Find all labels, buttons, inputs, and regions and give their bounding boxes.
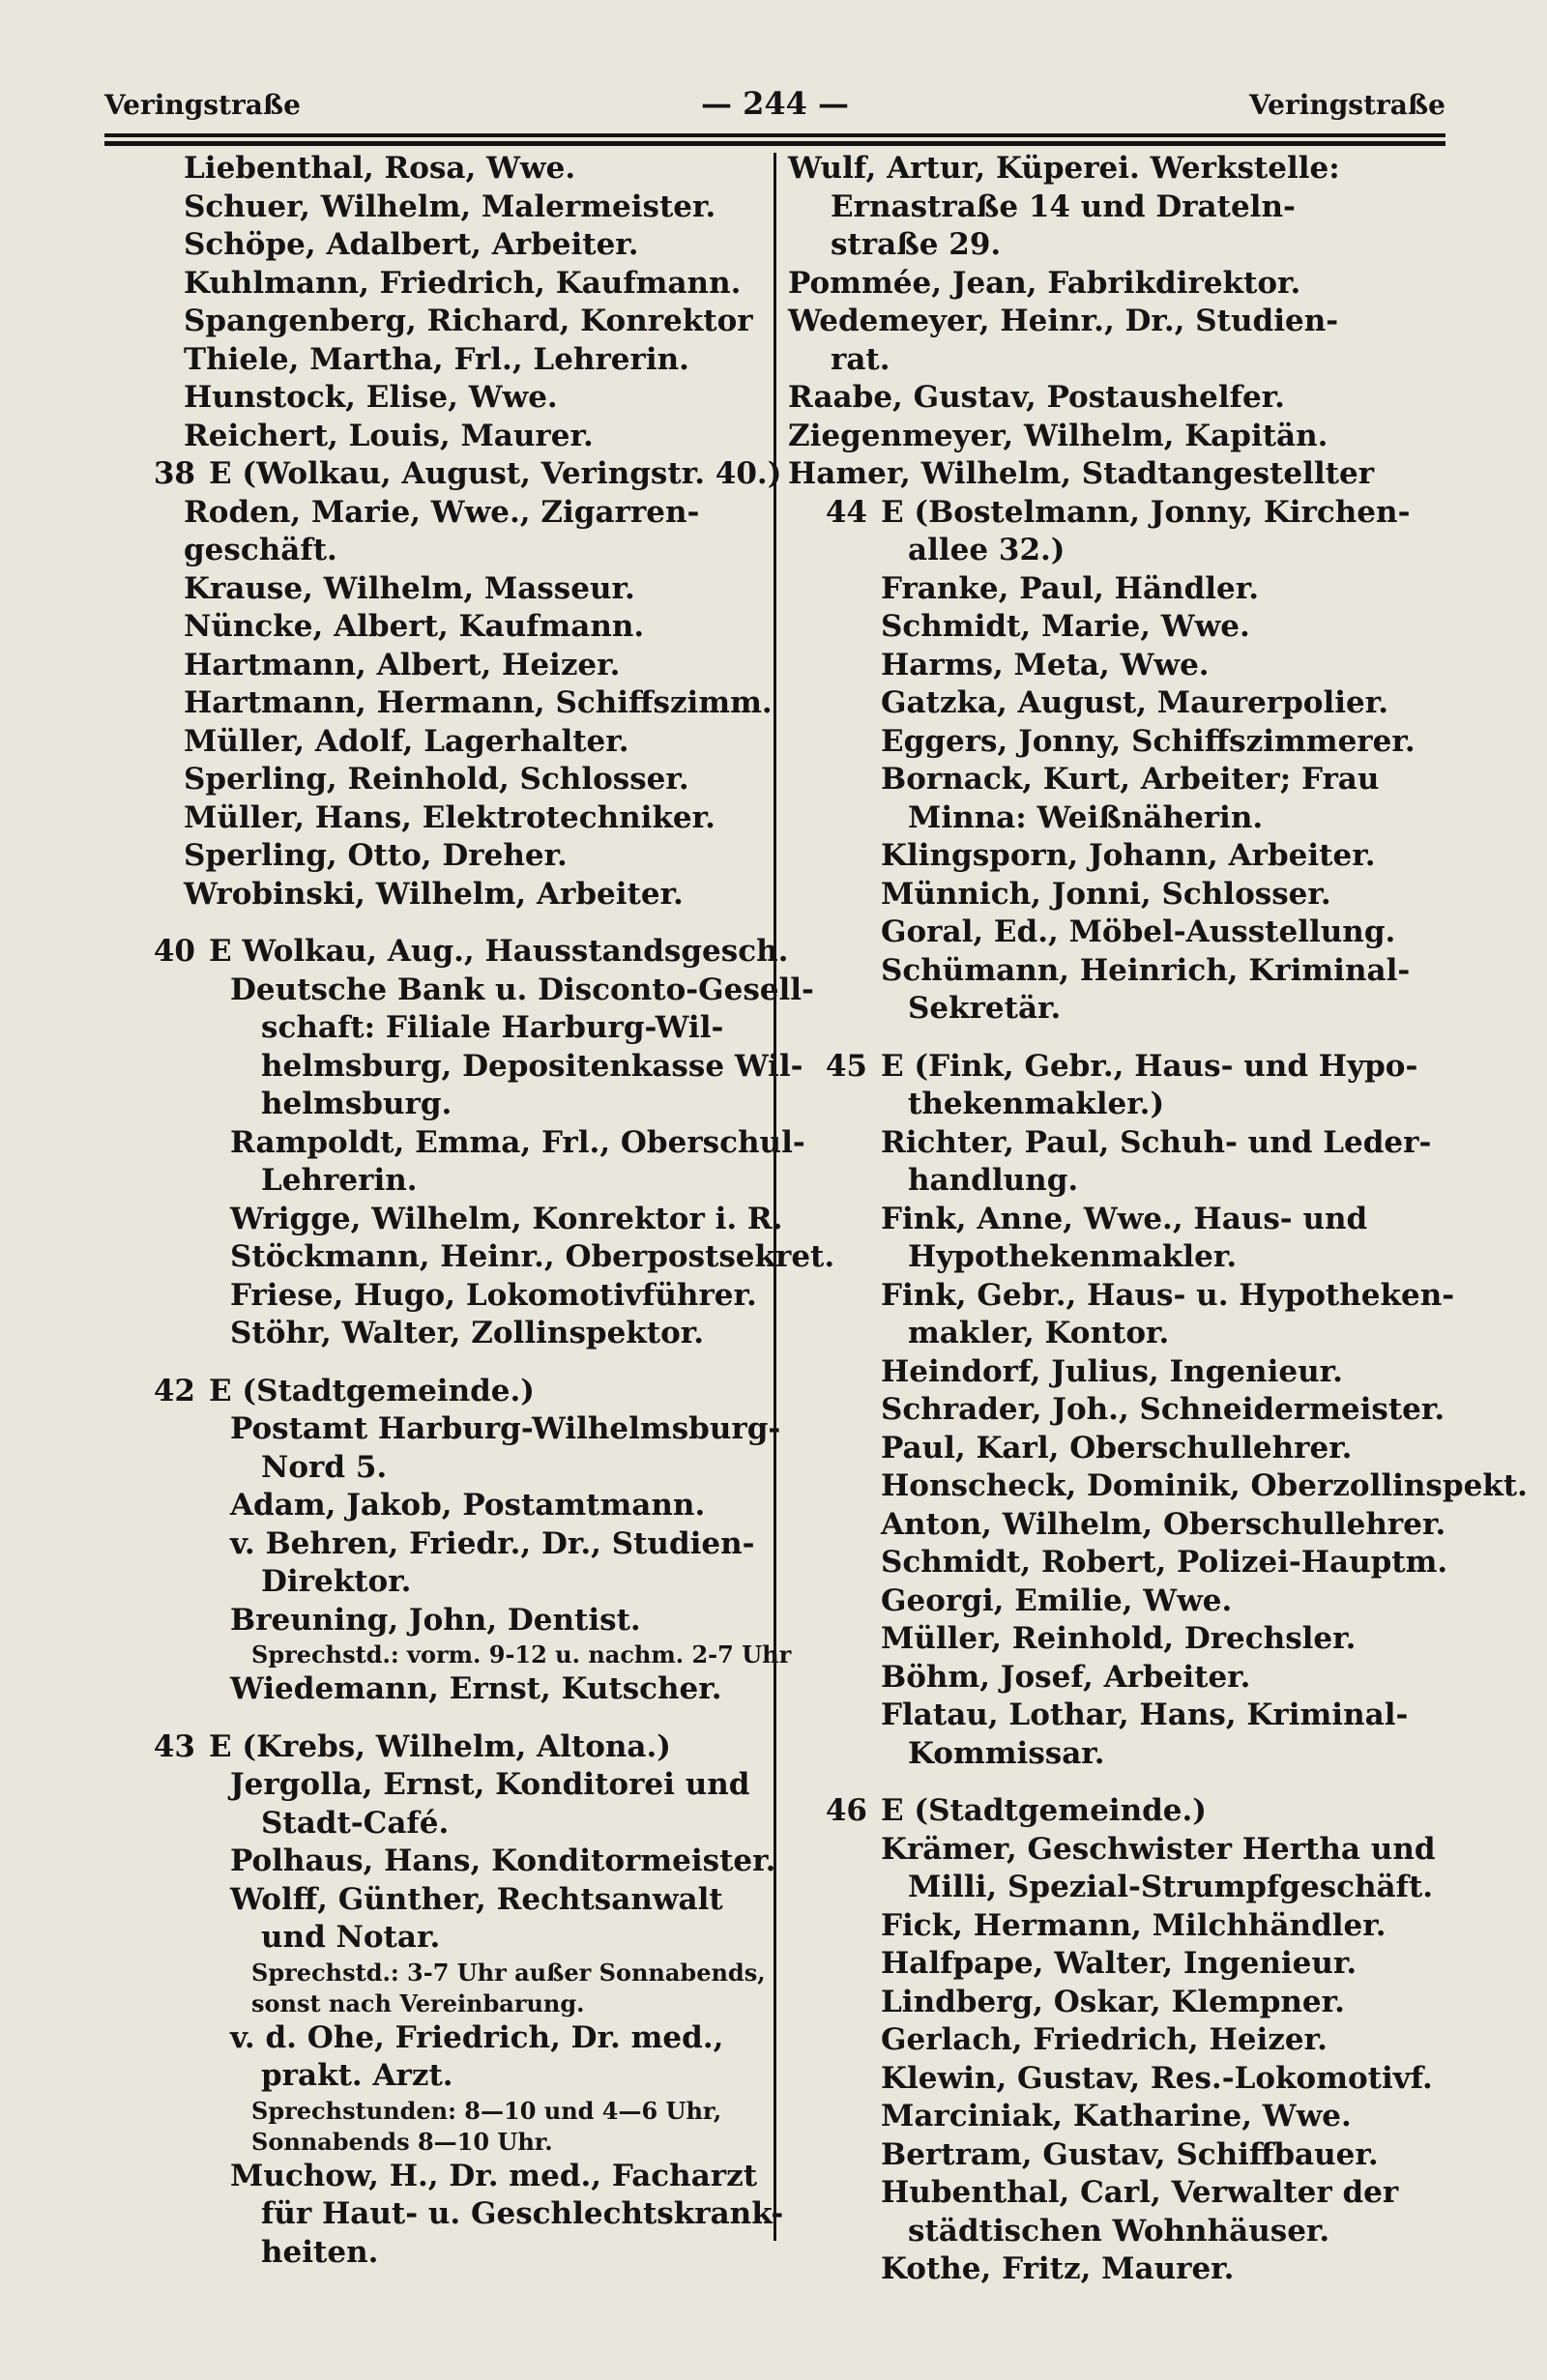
entry-continuation: allee 32.): [908, 533, 1065, 567]
owner-text: E (Krebs, Wilhelm, Altona.): [209, 1728, 671, 1764]
resident-entry: Anton, Wilhelm, Oberschullehrer.: [881, 1506, 1446, 1542]
resident-entry: Wulf, Artur, Küperei. Werkstelle:: [788, 151, 1340, 186]
resident-entry: Fink, Anne, Wwe., Haus- und: [881, 1201, 1368, 1236]
resident-entry: Thiele, Martha, Frl., Lehrerin.: [184, 341, 689, 377]
entry-continuation: Kommissar.: [908, 1735, 1105, 1771]
house-number-header: [124, 933, 789, 972]
resident-entry: Jergolla, Ernst, Konditorei und: [230, 1767, 750, 1802]
resident-entry: Sperling, Reinhold, Schlosser.: [184, 762, 689, 797]
entry-continuation: Stadt-Café.: [261, 1805, 450, 1841]
resident-entry: Münnich, Jonni, Schlosser.: [881, 876, 1331, 912]
resident-entry: Schümann, Heinrich, Kriminal-: [881, 952, 1411, 988]
resident-entry: Wolff, Günther, Rechtsanwalt: [230, 1881, 723, 1917]
house-number-header: [796, 1792, 1455, 1831]
house-number-header: [796, 1048, 1455, 1087]
house-number: 44: [825, 494, 867, 530]
resident-entry: Hartmann, Albert, Heizer.: [184, 647, 621, 682]
entry-continuation: Sekretär.: [908, 991, 1062, 1026]
resident-entry: Wedemeyer, Heinr., Dr., Studien-: [788, 304, 1339, 338]
resident-entry: Böhm, Josef, Arbeiter.: [881, 1659, 1251, 1695]
resident-entry: v. d. Ohe, Friedrich, Dr. med.,: [230, 2019, 724, 2055]
header-street-right: Veringstraße: [1249, 89, 1445, 121]
resident-entry: Marciniak, Katharine, Wwe.: [881, 2099, 1352, 2133]
resident-entry: Schrader, Joh., Schneidermeister.: [881, 1392, 1445, 1427]
resident-entry: Heindorf, Julius, Ingenieur.: [881, 1353, 1343, 1389]
entry-continuation: Direktor.: [261, 1564, 412, 1599]
house-number: 45: [825, 1048, 867, 1084]
resident-entry: Roden, Marie, Wwe., Zigarren-: [184, 494, 700, 530]
resident-entry: Schmidt, Robert, Polizei-Hauptm.: [881, 1545, 1448, 1580]
resident-entry: Flatau, Lothar, Hans, Kriminal-: [881, 1698, 1409, 1732]
entry-continuation: für Haut- u. Geschlechtskrank-: [261, 2196, 784, 2231]
owner-text: E (Bostelmann, Jonny, Kirchen-: [881, 494, 1411, 530]
resident-entry: Gatzka, August, Maurerpolier.: [881, 685, 1389, 720]
entry-continuation: handlung.: [908, 1163, 1079, 1198]
resident-entry: Harms, Meta, Wwe.: [881, 647, 1210, 682]
entry-continuation: helmsburg, Depositenkasse Wil-: [261, 1048, 803, 1084]
house-number: 42: [153, 1373, 195, 1408]
header-rule-thick: [104, 141, 1445, 146]
entry-continuation: Ernastraße 14 und Drateln-: [831, 189, 1296, 224]
resident-entry: Müller, Hans, Elektrotechniker.: [184, 799, 715, 835]
header-rule-thin: [104, 133, 1445, 137]
resident-entry: Hartmann, Hermann, Schiffszimm.: [184, 685, 773, 720]
resident-entry: Stöckmann, Heinr., Oberpostsekret.: [230, 1239, 835, 1274]
resident-entry: Halfpape, Walter, Ingenieur.: [881, 1946, 1357, 1981]
house-number-header: [124, 1728, 766, 1767]
resident-entry: Goral, Ed., Möbel-Ausstellung.: [881, 914, 1396, 949]
resident-entry: Wrobinski, Wilhelm, Arbeiter.: [184, 876, 684, 912]
resident-entry: Wrigge, Wilhelm, Konrektor i. R.: [230, 1201, 783, 1236]
resident-entry: Klingsporn, Johann, Arbeiter.: [881, 838, 1376, 873]
resident-entry: Lindberg, Oskar, Klempner.: [881, 1984, 1345, 2019]
resident-entry: Paul, Karl, Oberschullehrer.: [881, 1430, 1353, 1466]
resident-entry: Reichert, Louis, Maurer.: [184, 418, 594, 453]
resident-entry: Georgi, Emilie, Wwe.: [881, 1582, 1233, 1618]
resident-entry: Kothe, Fritz, Maurer.: [881, 2251, 1235, 2286]
house-number: 38: [153, 456, 195, 491]
resident-entry: Honscheck, Dominik, Oberzollinspekt.: [881, 1468, 1528, 1503]
resident-entry: Pommée, Jean, Fabrikdirektor.: [788, 265, 1301, 301]
entry-continuation: Lehrerin.: [261, 1163, 418, 1198]
house-number-header: [124, 455, 782, 494]
resident-entry: Fick, Hermann, Milchhändler.: [881, 1907, 1386, 1943]
office-hours-note: Sprechstd.: vorm. 9-12 u. nachm. 2-7 Uhr: [251, 1640, 792, 1669]
resident-entry: Friese, Hugo, Lokomotivführer.: [230, 1277, 757, 1313]
resident-entry: Nüncke, Albert, Kaufmann.: [184, 609, 645, 644]
resident-entry: geschäft.: [184, 533, 337, 567]
resident-entry: Wiedemann, Ernst, Kutscher.: [230, 1671, 722, 1706]
resident-entry: Schuer, Wilhelm, Malermeister.: [184, 189, 716, 224]
office-hours-note: Sonnabends 8—10 Uhr.: [251, 2127, 553, 2156]
resident-entry: Liebenthal, Rosa, Wwe.: [184, 151, 576, 186]
entry-continuation: thekenmakler.): [908, 1087, 1165, 1121]
resident-entry: Schmidt, Marie, Wwe.: [881, 609, 1250, 644]
entry-continuation: heiten.: [261, 2234, 379, 2270]
resident-entry: Stöhr, Walter, Zollinspektor.: [230, 1316, 705, 1350]
entry-continuation: Minna: Weißnäherin.: [908, 799, 1264, 835]
page-header: [104, 85, 1445, 124]
right-column: [788, 150, 1528, 2289]
owner-text: E (Fink, Gebr., Haus- und Hypo-: [881, 1048, 1418, 1084]
house-number: 43: [153, 1728, 195, 1764]
owner-text: E (Stadtgemeinde.): [209, 1373, 535, 1408]
resident-entry: Muchow, H., Dr. med., Facharzt: [230, 2158, 758, 2193]
owner-text: E (Stadtgemeinde.): [881, 1793, 1207, 1828]
entry-continuation: Milli, Spezial-Strumpfgeschäft.: [908, 1870, 1434, 1904]
entry-continuation: helmsburg.: [261, 1087, 452, 1121]
resident-entry: Hunstock, Elise, Wwe.: [184, 380, 558, 415]
resident-entry: Schöpe, Adalbert, Arbeiter.: [184, 227, 639, 262]
entry-continuation: städtischen Wohnhäuser.: [908, 2213, 1330, 2249]
entry-continuation: straße 29.: [831, 227, 1002, 262]
page-number: — 244 —: [700, 85, 850, 122]
entry-continuation: Hypothekenmakler.: [908, 1239, 1238, 1274]
resident-entry: Franke, Paul, Händler.: [881, 570, 1260, 606]
resident-entry: Rampoldt, Emma, Frl., Oberschul-: [230, 1124, 805, 1160]
entry-continuation: makler, Kontor.: [908, 1316, 1170, 1350]
resident-entry: Hamer, Wilhelm, Stadtangestellter: [788, 456, 1375, 491]
entry-continuation: prakt. Arzt.: [261, 2058, 453, 2093]
resident-entry: Eggers, Jonny, Schiffszimmerer.: [881, 723, 1416, 759]
header-street-left: Veringstraße: [104, 89, 301, 121]
resident-entry: Müller, Adolf, Lagerhalter.: [184, 723, 629, 759]
house-number-header: [124, 1373, 766, 1411]
entry-continuation: rat.: [831, 341, 890, 377]
resident-entry: Polhaus, Hans, Konditormeister.: [230, 1843, 776, 1878]
resident-entry: Bertram, Gustav, Schiffbauer.: [881, 2136, 1379, 2172]
resident-entry: Müller, Reinhold, Drechsler.: [881, 1621, 1357, 1656]
resident-entry: Richter, Paul, Schuh- und Leder-: [881, 1124, 1432, 1160]
entry-continuation: schaft: Filiale Harburg-Wil-: [261, 1010, 724, 1045]
resident-entry: Klewin, Gustav, Res.-Lokomotivf.: [881, 2060, 1433, 2096]
left-column: [116, 150, 835, 2272]
office-hours-note: Sprechstd.: 3-7 Uhr außer Sonnabends,: [251, 1958, 766, 1987]
house-number-header: [796, 494, 1455, 533]
office-hours-note: sonst nach Vereinbarung.: [251, 1988, 585, 2017]
resident-entry: Fink, Gebr., Haus- u. Hypotheken-: [881, 1277, 1455, 1313]
resident-entry: Kuhlmann, Friedrich, Kaufmann.: [184, 265, 742, 301]
owner-text: E (Wolkau, August, Veringstr. 40.): [209, 456, 782, 491]
entry-continuation: und Notar.: [261, 1920, 441, 1955]
resident-entry: Ziegenmeyer, Wilhelm, Kapitän.: [788, 418, 1328, 453]
resident-entry: Spangenberg, Richard, Konrektor: [184, 304, 753, 338]
resident-entry: Raabe, Gustav, Postaushelfer.: [788, 380, 1285, 415]
owner-text: E Wolkau, Aug., Hausstandsgesch.: [209, 934, 789, 969]
resident-entry: Bornack, Kurt, Arbeiter; Frau: [881, 762, 1380, 797]
office-hours-note: Sprechstunden: 8—10 und 4—6 Uhr,: [251, 2096, 722, 2125]
resident-entry: Krause, Wilhelm, Masseur.: [184, 570, 635, 606]
resident-entry: Adam, Jakob, Postamtmann.: [230, 1488, 706, 1523]
house-number: 46: [825, 1793, 867, 1828]
resident-entry: Sperling, Otto, Dreher.: [184, 838, 568, 873]
resident-entry: Gerlach, Friedrich, Heizer.: [881, 2022, 1328, 2057]
resident-entry: Hubenthal, Carl, Verwalter der: [881, 2175, 1399, 2210]
resident-entry: Postamt Harburg-Wilhelmsburg-: [230, 1411, 781, 1446]
entry-continuation: Nord 5.: [261, 1449, 388, 1485]
resident-entry: Deutsche Bank u. Disconto-Gesell-: [230, 972, 814, 1007]
resident-entry: Krämer, Geschwister Hertha und: [881, 1831, 1436, 1867]
house-number: 40: [153, 934, 195, 969]
resident-entry: v. Behren, Friedr., Dr., Studien-: [230, 1525, 755, 1561]
resident-entry: Breuning, John, Dentist.: [230, 1602, 641, 1638]
